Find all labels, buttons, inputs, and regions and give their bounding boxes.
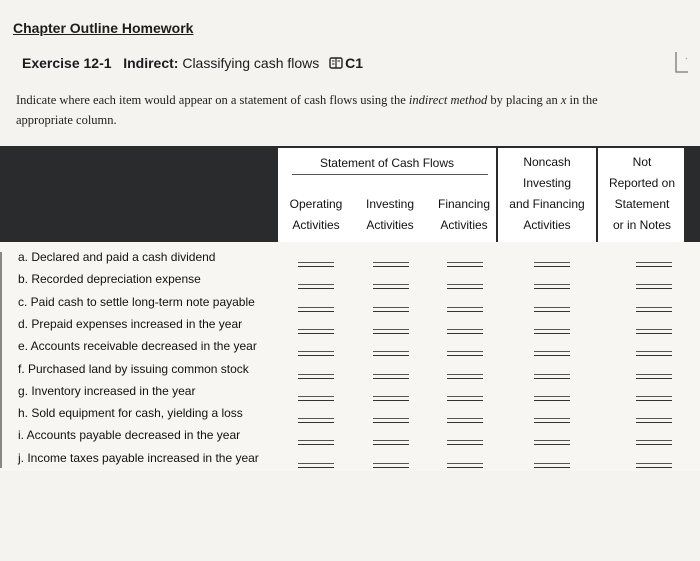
col-header-line: and Financing	[509, 197, 585, 211]
table-row-label: f. Purchased land by issuing common stock	[18, 361, 249, 376]
col-noncash-header	[500, 152, 594, 236]
instructions-text-2: by placing an	[487, 93, 561, 107]
col-header-line	[430, 152, 498, 173]
corner-bracket-icon	[672, 48, 692, 76]
exercise-title: Classifying cash flows	[182, 55, 320, 71]
table-row-label: h. Sold equipment for cash, yielding a loss	[18, 406, 243, 421]
col-header-line	[282, 152, 350, 173]
col-header-line: Activities	[366, 218, 414, 232]
table-row-label: b. Recorded depreciation expense	[18, 272, 201, 287]
table-row-label: i. Accounts payable decreased in the year	[18, 428, 241, 443]
col-header-line: Activities	[440, 218, 488, 232]
table-row-label: e. Accounts receivable decreased in the year	[18, 339, 257, 354]
exercise-number: Exercise 12-1	[22, 55, 112, 71]
instructions-text: Indicate where each item would appear on a statement of cash flows using the	[16, 93, 409, 107]
col-header-line: Noncash	[523, 155, 571, 169]
table-row-label: a. Declared and paid a cash dividend	[18, 250, 216, 264]
table-row-label: d. Prepaid expenses increased in the year	[18, 316, 243, 331]
instructions-text-3: in the appropriate column.	[16, 93, 598, 127]
col-header-line: Activities	[523, 218, 571, 232]
col-header-line: Investing	[365, 197, 415, 211]
col-header-line	[430, 173, 498, 194]
col-investing-header	[356, 152, 424, 236]
col-header-line: Investing	[522, 176, 572, 190]
col-operating-header	[282, 152, 350, 236]
col-header-line: Operating	[289, 197, 343, 211]
table-row-label: j. Income taxes payable increased in the year	[18, 450, 259, 465]
table-row-label: g. Inventory increased in the year	[18, 383, 196, 398]
chapter-title: Chapter Outline Homework	[13, 20, 194, 36]
learning-objective: C1	[345, 55, 364, 71]
table-left-border	[0, 252, 2, 468]
col-header-line	[282, 173, 350, 194]
table-row-label: c. Paid cash to settle long-term note payable	[18, 294, 255, 309]
col-header-line	[356, 173, 424, 194]
classification-table	[0, 146, 700, 471]
book-icon	[329, 56, 343, 68]
exercise-topic: Indirect:	[123, 55, 179, 71]
instructions	[16, 90, 656, 130]
exercise-heading	[22, 55, 363, 71]
col-header-line: Reported on	[608, 176, 676, 190]
col-not-reported-header	[600, 152, 684, 236]
col-header-line: or in Notes	[612, 218, 672, 232]
col-header-line	[356, 152, 424, 173]
col-header-line: Statement	[614, 197, 670, 211]
col-financing-header	[430, 152, 498, 236]
col-header-line: Activities	[292, 218, 340, 232]
instructions-emphasis: indirect method	[408, 93, 488, 107]
statement-of-cash-flows-header: Statement of Cash Flows	[319, 156, 455, 170]
col-header-line: Financing	[437, 197, 491, 211]
instructions-x: x	[560, 93, 567, 107]
col-header-line: Not	[632, 155, 652, 169]
